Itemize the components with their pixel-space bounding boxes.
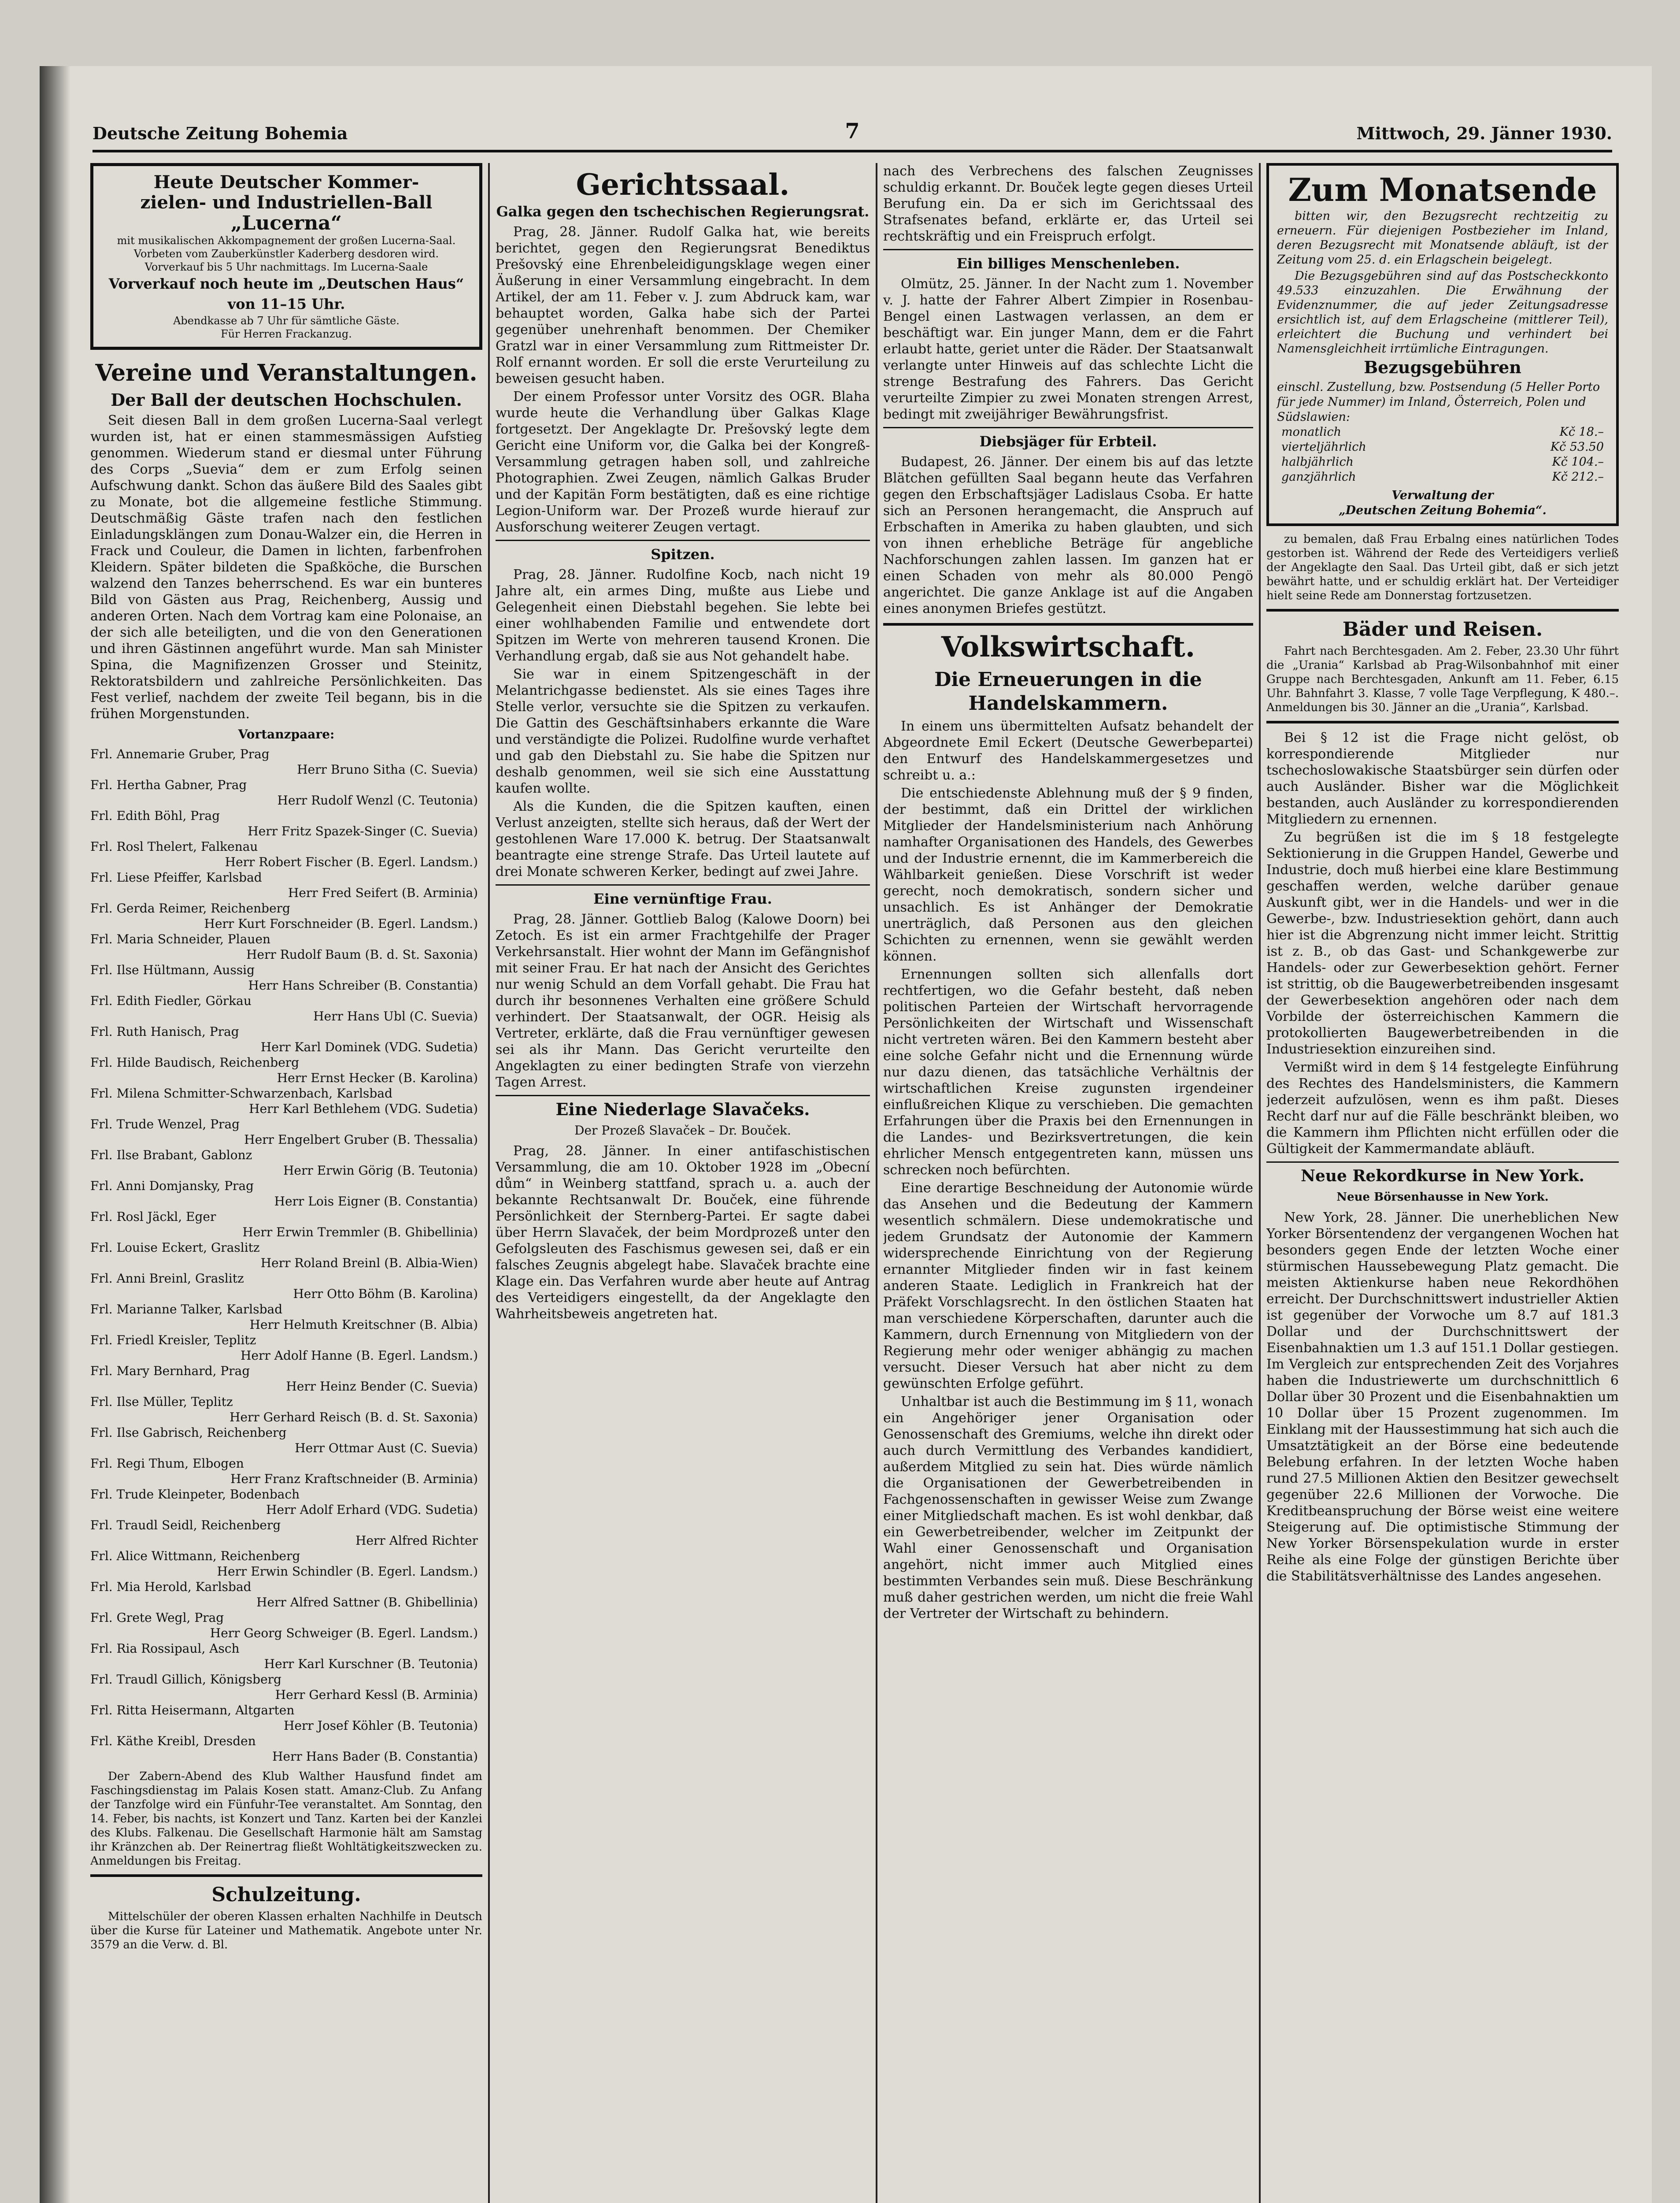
fee-label: ganzjährlich [1281, 470, 1356, 484]
column-rule [488, 163, 490, 2203]
divider [883, 623, 1253, 626]
fee-label: monatlich [1281, 425, 1341, 439]
fee-label: vierteljährlich [1281, 440, 1366, 454]
article-title: Ein billiges Menschenleben. [956, 255, 1180, 272]
article-title: Der Ball der deutschen Hochschulen. [111, 390, 462, 410]
pair-gentleman: Herr Roland Breinl (B. Albia-Wien) [260, 1256, 478, 1270]
fee-row [1277, 425, 1608, 440]
pair-gentleman: Herr Franz Kraftschneider (B. Arminia) [230, 1472, 478, 1486]
article-body: New York, 28. Jänner. Die unerheblichen New Yorker Börsentendenz der vergangenen Wochen hat besonders gegen Ende der letzten Woche einer stürmischen Haussebewegung Platz gemacht. Die meisten Aktienkurse haben neue Rekordhöhen erreicht. Der Durchschnittswert industrieller Aktien ist gegenüber der Vorwoche um 8.7 auf 181.3 Dollar und der Durchschnittswert der Eisenbahnaktien um 1.3 auf 151.1 Dollar gestiegen. Im Vergleich zur entsprechenden Zeit des Vorjahres haben die Industriewerte um durchschnittlich 6 Dollar über 30 Prozent und die Eisenbahnaktien um 10 Dollar über 15 Prozent zugenommen. Im Einklang mit der Haussestimmung hat sich auch die Umsatztätigkeit an der Börse eine bedeutende Belebung erfahren. In der letzten Woche haben rund 27.5 Millionen Aktien den Besitzer gewechselt gegenüber 22.6 Millionen der Vorwoche. Die Kreditbeanspruchung der Börse weist eine weitere Steigerung auf. Die optimistische Stimmung der New Yorker Börsenspekulation wurde in erster Reihe als eine Folge der günstigen Berichte über die Stabilitätsverhältnisse des Landes angesehen. [1266, 1210, 1619, 1584]
article-body: nach des Verbrechens des falschen Zeugnisses schuldig erkannt. Dr. Bouček legte gegen dieses Urteil Berufung ein. Da er sich im Gerichtssaal des Strafsenates befand, erklärte er, das Urteil sei rechtskräftig und ein Freispruch erfolgt. [883, 163, 1253, 244]
pair-lady: Frl. Liese Pfeiffer, Karlsbad [90, 870, 262, 885]
divider [883, 249, 1253, 250]
article-body: Der einem Professor unter Vorsitz des OGR. Blaha wurde heute die Verhandlung über Galkas Klage fortgesetzt. Der Angeklagte Dr. Prešovský legte dem Gericht eine Uniform vor, die Galka bei der Kongreß-Versammlung getragen haben soll, und zahlreiche Photographien. Zwei Zeugen, nämlich Galkas Bruder und der Kapitän Form bestätigten, daß es eine richtige Legion-Uniform war. Der Prozeß wurde hierauf zur Ausforschung weiterer Zeugen vertagt. [496, 389, 870, 535]
notice-title: Zum Monatsende [1288, 171, 1597, 208]
article-title: Diebsjäger für Erbteil. [979, 433, 1157, 450]
fee-footer: „Deutschen Zeitung Bohemia“. [1339, 504, 1547, 517]
subscription-notice [1266, 163, 1619, 526]
fee-title: Bezugsgebühren [1364, 357, 1521, 377]
pair-lady: Frl. Trude Kleinpeter, Bodenbach [90, 1487, 300, 1502]
pair-gentleman: Herr Robert Fischer (B. Egerl. Landsm.) [225, 855, 478, 869]
pair-gentleman: Herr Fritz Spazek-Singer (C. Suevia) [248, 824, 478, 838]
pair-gentleman: Herr Erwin Görig (B. Teutonia) [283, 1163, 478, 1178]
pair-lady: Frl. Ilse Brabant, Gablonz [90, 1148, 252, 1162]
article-title: Galka gegen den tschechischen Regierungsrat. [496, 203, 870, 220]
ad-line: Vorverkauf noch heute im „Deutschen Haus“ [108, 275, 464, 292]
pair-lady: Frl. Ilse Gabrisch, Reichenberg [90, 1425, 287, 1440]
dance-pair [90, 1456, 482, 1487]
fee-row [1277, 440, 1608, 455]
pair-lady: Frl. Gerda Reimer, Reichenberg [90, 901, 290, 916]
pair-lady: Frl. Ruth Hanisch, Prag [90, 1024, 239, 1039]
dance-pair [90, 1086, 482, 1116]
dance-pair [90, 746, 482, 777]
notice-body: Die Bezugsgebühren sind auf das Postscheckkonto 49.533 einzuzahlen. Die Erwähnung der Evidenznummer, die auf jeder Zeitungsadresse ersichtlich ist, auf dem Erlagscheine (mittlerer Teil), erleichtert die Buchung und verhindert bei Namensgleichheit irrtümliche Eintragungen. [1277, 269, 1608, 356]
pair-gentleman: Herr Rudolf Baum (B. d. St. Saxonia) [246, 947, 478, 962]
pair-lady: Frl. Hertha Gabner, Prag [90, 778, 247, 792]
pair-lady: Frl. Friedl Kreisler, Teplitz [90, 1333, 256, 1347]
pair-lady: Frl. Ria Rossipaul, Asch [90, 1641, 240, 1656]
pair-lady: Frl. Rosl Thelert, Falkenau [90, 839, 258, 854]
pair-gentleman: Herr Kurt Forschneider (B. Egerl. Landsm.) [204, 916, 478, 931]
pair-gentleman: Herr Karl Bethlehem (VDG. Sudetia) [249, 1102, 478, 1116]
pair-gentleman: Herr Alfred Richter [355, 1533, 478, 1548]
pair-gentleman: Herr Lois Eigner (B. Constantia) [274, 1194, 478, 1209]
dance-pair [90, 1733, 482, 1764]
newspaper-page [40, 66, 1652, 2203]
fee-value: Kč 53.50 [1550, 440, 1604, 454]
article-body: Olmütz, 25. Jänner. In der Nacht zum 1. November v. J. hatte der Fahrer Albert Zimpier in Rosenbau-Bengel einen Lastwagen verlassen, an dem er beschäftigt war. Ein junger Mann, dem er die Fahrt erlaubt hatte, geriet unter die Räder. Der Staatsanwalt verlangte unter Hinweis auf das schlechte Licht die strenge Bestrafung des Fahrers. Das Gericht verurteilte Zimpier zu zwei Monaten strengen Arrest, bedingt mit zweijähriger Bewährungsfrist. [883, 276, 1253, 422]
pair-gentleman: Herr Erwin Tremmler (B. Ghibellinia) [242, 1225, 478, 1239]
pair-lady: Frl. Alice Wittmann, Reichenberg [90, 1549, 300, 1563]
column-rule [876, 163, 877, 2203]
divider [496, 1095, 870, 1096]
article-title: Eine vernünftige Frau. [593, 890, 772, 907]
pair-lady: Frl. Traudl Gillich, Königsberg [90, 1672, 281, 1687]
pair-gentleman: Herr Hans Schreiber (B. Constantia) [248, 978, 478, 993]
pair-gentleman: Herr Karl Kurschner (B. Teutonia) [264, 1657, 478, 1671]
fee-table [1277, 380, 1608, 518]
page-header [93, 115, 1612, 152]
article-title: Die Erneuerungen in die Handelskammern. [934, 668, 1202, 715]
article-body: Eine derartige Beschneidung der Autonomie würde das Ansehen und die Bedeutung der Kammern wesentlich schmälern. Diese undemokratische und jedem Grundsatz der Autonomie der Kammern widersprechende Einrichtung von der Regierung ernannter Mitglieder finden wir in fast keinem anderen Staate. Lediglich in Frankreich hat der Präfekt Vorschlagsrecht. In den östlichen Staaten hat man verschiedene Körperschaften, darunter auch die Kammern, durch Ernennung von Mitgliedern von der Regierung mehr oder weniger abhängig zu machen versucht. Dieser Versuch hat aber nicht zu dem gewünschten Erfolge geführt. [883, 1180, 1253, 1391]
pair-lady: Frl. Mary Bernhard, Prag [90, 1364, 250, 1378]
pair-lady: Frl. Grete Wegl, Prag [90, 1610, 224, 1625]
article-body: Fahrt nach Berchtesgaden. Am 2. Feber, 23.30 Uhr führt die „Urania“ Karlsbad ab Prag-Wilsonbahnhof mit einer Gruppe nach Berchtesgaden, Ankunft am 11. Feber, 6.15 Uhr. Bahnfahrt 3. Klasse, 7 volle Tage Verpflegung, K 480.–. Anmeldungen bis 30. Jänner an die „Urania“, Karlsbad. [1266, 645, 1619, 714]
dance-pair [90, 931, 482, 962]
divider [90, 1874, 482, 1877]
article-body: Bei § 12 ist die Frage nicht gelöst, ob korrespondierende Mitglieder nur tschechoslowakische Staatsbürger sein dürfen oder auch Ausländer. Bisher war die Möglichkeit bestanden, auch Ausländer zu korrespondierenden Mitgliedern zu ernennen. [1266, 730, 1619, 827]
dance-pair [90, 993, 482, 1024]
dance-pair [90, 1147, 482, 1178]
pair-lady: Frl. Maria Schneider, Plauen [90, 932, 271, 946]
page-number: 7 [845, 119, 860, 144]
column-rule [1259, 163, 1261, 2203]
article-body: Ernennungen sollten sich allenfalls dort rechtfertigen, wo die Gefahr besteht, daß neben politischen Parteien der Wirtschaft hervorragende Persönlichkeiten der Wirtschaft und Wissenschaft nicht vertreten wären. Bei den Kammern besteht aber eine solche Gefahr nicht und die Ernennung würde nur dazu dienen, das tatsächliche Verhältnis der wirtschaftlichen Kreise zugunsten irgendeiner einflußreichen Klique zu verschieben. Die gemachten Erfahrungen über die Praxis bei den Ernennungen in die Landes- und Bezirksvertretungen, die kein ehrlicher Mensch entgegentreten kann, müssen uns schrecken noch befürchten. [883, 967, 1253, 1178]
divider [1266, 721, 1619, 723]
dance-pair [90, 1641, 482, 1672]
dance-pair [90, 1116, 482, 1147]
column-4 [1266, 163, 1619, 1586]
pair-gentleman: Herr Otto Böhm (B. Karolina) [293, 1287, 478, 1301]
pair-gentleman: Herr Adolf Erhard (VDG. Sudetia) [266, 1502, 478, 1517]
pair-gentleman: Herr Ernst Hecker (B. Karolina) [277, 1071, 478, 1085]
pair-lady: Frl. Käthe Kreibl, Dresden [90, 1734, 256, 1748]
pair-lady: Frl. Marianne Talker, Karlsbad [90, 1302, 283, 1317]
article-body: Prag, 28. Jänner. Rudolf Galka hat, wie bereits berichtet, gegen den Regierungsrat Benediktus Prešovský eine Ehrenbeleidigungsklage wegen einer Äußerung in einer Versammlung eingebracht. In dem Artikel, der am 11. Feber v. J. zum Abdruck kam, war behauptet worden, Galka habe sich der Partei gegenüber unehrenhaft benommen. Der Chemiker Gratzl war in einer Versammlung zum Rittmeister Dr. Rolf ernannt worden. Er soll die erste Verurteilung zu beweisen gesucht haben. [496, 224, 870, 386]
ad-line: Vorverkauf bis 5 Uhr nachmittags. Im Lucerna-Saale [144, 261, 428, 273]
pair-lady: Frl. Mia Herold, Karlsbad [90, 1580, 252, 1594]
dance-pair [90, 1394, 482, 1425]
pair-lady: Frl. Edith Fiedler, Görkau [90, 994, 252, 1008]
fee-label: halbjährlich [1281, 455, 1354, 469]
column-3 [883, 163, 1253, 1624]
fee-value: Kč 18.– [1559, 425, 1604, 439]
ad-line: Heute Deutscher Kommer- [153, 172, 419, 193]
article-subtitle: Der Prozeß Slavaček – Dr. Bouček. [574, 1123, 791, 1138]
pair-gentleman: Herr Hans Ubl (C. Suevia) [313, 1009, 478, 1024]
fee-row [1277, 470, 1608, 485]
issue-date: Mittwoch, 29. Jänner 1930. [1356, 123, 1612, 143]
article-body: Seit diesen Ball in dem großen Lucerna-Saal verlegt wurden ist, hat er einen stammesmässigen Aufstieg genommen. Wiederum stand er diesmal unter Führung des Corps „Suevia“ dem er zum Erfolg seinen Aufschwung dankt. Schon das äußere Bild des Saales gibt zu Monate, bot die allgemeine festliche Stimmung. Deutschmäßig Gäste trafen nach den festlichen Einladungsklängen zum Donau-Walzer ein, die Herren in Frack und Couleur, die Damen in lichten, farbenfrohen Kleidern. Später bildeten die Spaßköche, die Burschen walzend den Tanzes beherrschend. Es war ein bunteres Bild von Gästen aus Prag, Reichenberg, Aussig und anderen Orten. Nach dem Vortrag kam eine Polonaise, an der sich alle beteiligten, und die von den Generationen und ihren Gästinnen angeführt wurde. Man sah Minister Spina, die Magnifizenzen Grosser und Steinitz, Rektoratsbildern und zahlreiche Persönlichkeiten. Das Fest verlief, nachdem der zweite Teil begann, bis in die frühen Morgenstunden. [90, 413, 482, 722]
dance-pair [90, 1178, 482, 1209]
dance-pair [90, 1302, 482, 1332]
fee-value: Kč 212.– [1552, 470, 1604, 484]
dance-pair [90, 1517, 482, 1548]
article-body: Unhaltbar ist auch die Bestimmung im § 11, wonach ein Angehöriger jener Organisation oder Genossenschaft des Gremiums, welche ihn direkt oder auch durch Vermittlung des Verbandes kandidiert, außerdem Mitglied zu sein hat. Dies würde nämlich die Organisationen der Gewerbetreibenden in Fachgenossenschaften in gewisser Weise zum Zwange einer Mitgliedschaft machen. Es ist wohl denkbar, daß ein Gewerbetreibender, welcher im Zeitpunkt der Wahl einer Genossenschaft und Organisation angehört, nicht immer auch Mitglied eines bestimmten Verbandes sein muß. Diese Beschränkung muß daher gestrichen werden, um nicht die freie Wahl der Vertreter der Wirtschaft zu behindern. [883, 1394, 1253, 1621]
pair-gentleman: Herr Ottmar Aust (C. Suevia) [295, 1441, 478, 1455]
list-title: Vortanzpaare: [238, 727, 335, 742]
pair-gentleman: Herr Gerhard Kessl (B. Arminia) [275, 1687, 478, 1702]
divider [496, 884, 870, 886]
pair-gentleman: Herr Alfred Sattner (B. Ghibellinia) [256, 1595, 478, 1610]
dance-pair [90, 1610, 482, 1641]
pair-lady: Frl. Trude Wenzel, Prag [90, 1117, 240, 1131]
dance-pair [90, 839, 482, 870]
ad-line: Abendkasse ab 7 Uhr für sämtliche Gäste. [173, 315, 400, 327]
pair-lady: Frl. Traudl Seidl, Reichenberg [90, 1518, 281, 1532]
fee-value: Kč 104.– [1552, 455, 1604, 469]
section-title: Schulzeitung. [211, 1884, 361, 1906]
ad-line: Für Herren Frackanzug. [221, 328, 352, 340]
pair-lady: Frl. Louise Eckert, Graslitz [90, 1240, 260, 1255]
article-title: Eine Niederlage Slavačeks. [555, 1099, 810, 1119]
article-body: In einem uns übermittelten Aufsatz behandelt der Abgeordnete Emil Eckert (Deutsche Gewerbepartei) den Entwurf des Handelskammergesetzes und schreibt u. a.: [883, 719, 1253, 783]
dance-pair [90, 870, 482, 901]
column-2 [496, 163, 870, 1324]
section-title: Gerichtssaal. [576, 167, 790, 202]
article-body: Prag, 28. Jänner. Gottlieb Balog (Kalowe Doorn) bei Zetoch. Es ist ein armer Frachtgehilfe der Prager Verkehrsanstalt. Hier wohnt der Mann im Gefängnishof mit seiner Frau. Er hat nach der Ansicht des Gerichtes nur wenig Schuld an dem Vorfall gehabt. Die Frau hat durch ihr besonnenes Verhalten eine größere Schuld verhindert. Der Staatsanwalt, der OGR. Heisig als Vertreter, erklärte, daß die Frau vernünftiger gewesen sei als ihr Mann. Das Gericht verurteilte den Angeklagten zu einer bedingten Strafe von vierzehn Tagen Arrest. [496, 912, 870, 1090]
pair-lady: Frl. Anni Domjansky, Prag [90, 1179, 254, 1193]
fee-subtitle: einschl. Zustellung, bzw. Postsendung (5 Heller Porto für jede Nummer) im Inland, Österreich, Polen und Südslawien: [1277, 380, 1600, 424]
pair-lady: Frl. Ilse Müller, Teplitz [90, 1394, 233, 1409]
pair-lady: Frl. Milena Schmitter-Schwarzenbach, Karlsbad [90, 1086, 392, 1101]
dance-pair [90, 1209, 482, 1240]
dance-pair [90, 808, 482, 839]
dance-pair [90, 901, 482, 931]
dance-pair [90, 1363, 482, 1394]
pair-lady: Frl. Hilde Baudisch, Reichenberg [90, 1055, 300, 1070]
notice-body: bitten wir, den Bezugsrecht rechtzeitig zu erneuern. Für diejenigen Postbezieher im Inland, deren Bezugsrecht mit Monatsende abläuft, ist der Zeitung vom 25. d. ein Erlagschein beigelegt. [1277, 209, 1608, 267]
dance-pair [90, 1271, 482, 1302]
article-body: Prag, 28. Jänner. In einer antifaschistischen Versammlung, die am 10. Oktober 1928 im „Obecní dům“ in Weinberg stattfand, sprach u. a. auch der bekannte Rechtsanwalt Dr. Bouček, eine führende Persönlichkeit der Sternberg-Partei. Er sagte dabei über Herrn Slavaček, der beim Mordprozeß unter den Gefolgsleuten des Faschismus gewesen sei, daß er ein falsches Zeugnis abgelegt habe. Slavaček brachte eine Klage ein. Das Verfahren wurde aber heute auf Antrag des Verteidigers eingestellt, da der Angeklagte den Wahrheitsbeweis angetreten hat. [496, 1143, 870, 1322]
divider [496, 540, 870, 541]
dance-pair [90, 1240, 482, 1271]
dance-pairs-list [90, 727, 482, 1764]
dance-pair [90, 1055, 482, 1086]
fee-footer: Verwaltung der [1391, 489, 1494, 502]
pair-gentleman: Herr Georg Schweiger (B. Egerl. Landsm.) [210, 1626, 478, 1640]
article-title: Neue Rekordkurse in New York. [1301, 1167, 1584, 1185]
ad-line: mit musikalischen Akkompagnement der großen Lucerna-Saal. Vorbeten vom Zauberkünstler Kaderberg desdoren wird. [117, 234, 456, 260]
article-body: Sie war in einem Spitzengeschäft in der Melantrichgasse bedienstet. Als sie eines Tages ihre Stelle verlor, versuchte sie die Spitzen zu verkaufen. Die Gattin des Geschäftsinhabers erkannte die Ware und verständigte die Polizei. Rudolfine wurde verhaftet und gab den Diebstahl zu. Sie habe die Spitzen nur deshalb genommen, weil sie sich eine Ausstattung kaufen wollte. [496, 667, 870, 796]
pair-gentleman: Herr Josef Köhler (B. Teutonia) [284, 1718, 478, 1733]
pair-lady: Frl. Annemarie Gruber, Prag [90, 747, 270, 761]
pair-gentleman: Herr Engelbert Gruber (B. Thessalia) [244, 1132, 478, 1147]
pair-gentleman: Herr Bruno Sitha (C. Suevia) [297, 762, 478, 777]
pair-gentleman: Herr Heinz Bender (C. Suevia) [286, 1379, 478, 1394]
pair-gentleman: Herr Fred Seifert (B. Arminia) [288, 886, 478, 900]
pair-lady: Frl. Ritta Heisermann, Altgarten [90, 1703, 295, 1717]
dance-pair [90, 1579, 482, 1610]
divider [1266, 1161, 1619, 1163]
pair-lady: Frl. Anni Breinl, Graslitz [90, 1271, 244, 1286]
article-body: Als die Kunden, die die Spitzen kauften, einen Verlust anzeigten, stellte sich heraus, daß der Wert der gestohlenen Ware 17.000 K. betrug. Der Staatsanwalt beantragte eine strenge Strafe. Das Urteil lautete auf drei Monate schweren Kerker, bedingt auf zwei Jahre. [496, 799, 870, 879]
article-body: zu bemalen, daß Frau Erbalng eines natürlichen Todes gestorben ist. Während der Rede des Verteidigers verließ der Angeklagte den Saal. Das Urteil gibt, daß er sich jetzt bewährt hatte, und er schuldig erklärt hat. Der Verteidiger hielt seine Rede am Donnerstag fortzusetzen. [1266, 533, 1619, 602]
dance-pair [90, 1672, 482, 1702]
pair-lady: Frl. Edith Böhl, Prag [90, 809, 220, 823]
ad-line: zielen- und Industriellen-Ball [140, 192, 433, 213]
article-body: Budapest, 26. Jänner. Der einem bis auf das letzte Blätchen gefüllten Saal begann heute das Verfahren gegen den Erbschaftsjäger Ladislaus Csoba. Er hatte sich an Personen herangemacht, die Anspruch auf Erbschaften in Amerika zu haben glaubten, und sich von ihnen erhebliche Beträge für angebliche Nachforschungen zahlen lassen. Im ganzen hat er einen Schaden von mehr als 80.000 Pengö angerichtet. Die ganze Anklage ist auf die Angaben eines anonymen Briefes gestützt. [883, 454, 1253, 616]
fee-row [1277, 455, 1608, 470]
dance-pair [90, 777, 482, 808]
article-body: Vermißt wird in dem § 14 festgelegte Einführung des Rechtes des Handelsministers, die Kammern jederzeit aufzulösen, wenn es ihm paßt. Dieses Recht darf nur auf die Fälle beschränkt bleiben, wo die Kammern ihm Pflichten nicht erfüllen oder die Gültigkeit der Kammermandate abläuft. [1266, 1060, 1619, 1157]
dance-pair [90, 1487, 482, 1517]
article-body: Mittelschüler der oberen Klassen erhalten Nachhilfe in Deutsch über die Kurse für Lateiner und Mathematik. Angebote unter Nr. 3579 an die Verw. d. Bl. [90, 1910, 482, 1951]
section-title: Volkswirtschaft. [941, 630, 1195, 664]
article-body: Prag, 28. Jänner. Rudolfine Kocb, nach nicht 19 Jahre alt, ein armes Ding, mußte aus Liebe und Gelegenheit einen Diebstahl begehen. Sie lebte bei einer wohlhabenden Familie und entwendete dort Spitzen im Werte von mehreren tausend Kronen. Die Verhandlung ergab, daß sie aus Not gehandelt habe. [496, 567, 870, 664]
pair-lady: Frl. Regi Thum, Elbogen [90, 1456, 244, 1471]
column-1 [90, 163, 482, 1954]
article-body: Der Zabern-Abend des Klub Walther Hausfund findet am Faschingsdienstag im Palais Kosen statt. Amanz-Club. Zu Anfang der Tanzfolge wird ein Fünfuhr-Tee veranstaltet. Am Sonntag, den 14. Feber, bis nachts, ist Konzert und Tanz. Karten bei der Kanzlei des Klubs. Falkenau. Die Gesellschaft Harmonie hält am Samstag ihr Kränzchen ab. Der Reinertrag fließt Wohltätigkeitszwecken zu. Anmeldungen bis Freitag. [90, 1770, 482, 1868]
article-title: Spitzen. [651, 546, 715, 563]
pair-gentleman: Herr Adolf Hanne (B. Egerl. Landsm.) [241, 1348, 478, 1363]
pair-lady: Frl. Ilse Hültmann, Aussig [90, 963, 255, 977]
dance-pair [90, 1548, 482, 1579]
article-body: Die entschiedenste Ablehnung muß der § 9 finden, der bestimmt, daß ein Drittel der wirklichen Mitglieder der Handelsministerium nach Anhörung namhafter Organisationen des Handels, des Gewerbes und der Industrie ernennt, die im Kammerbereich die Wählbarkeit genießen. Diese Vorschrift ist weder gerecht, noch demokratisch, sondern sicher und unsachlich. Es ist Anhänger der Demokratie unerträglich, daß Personen aus den gleichen Schichten zu ernennen, wenn sie gewählt werden können. [883, 786, 1253, 964]
section-title: Vereine und Veranstaltungen. [95, 360, 477, 386]
pair-gentleman: Herr Rudolf Wenzl (C. Teutonia) [277, 793, 478, 808]
page-shadow [40, 66, 70, 2203]
article-body: Zu begrüßen ist die im § 18 festgelegte Sektionierung in die Gruppen Handel, Gewerbe und Industrie, doch muß hierbei eine klare Bestimmung geschaffen werden, welche darüber genaue Auskunft gibt, wer in die Handels- und wer in die Gewerbe-, bzw. Industriesektion gehört, dann auch hier ist die Abgrenzung nicht immer leicht. Strittig ist z. B., ob das Gast- und Schankgewerbe zur Handels- oder zur Gewerbesektion gehört. Ferner ist strittig, ob die Baugewerbetreibenden insgesamt der Gewerbesektion angehören oder nach dem Vorbilde der österreichischen Kammern die protokollierten Baugewerbetreibenden in die Industriesektion einzureihen sind. [1266, 830, 1619, 1057]
divider [883, 427, 1253, 428]
dance-pair [90, 1702, 482, 1733]
dance-pair [90, 1332, 482, 1363]
dance-pair [90, 1024, 482, 1055]
pair-gentleman: Herr Erwin Schindler (B. Egerl. Landsm.) [217, 1564, 478, 1579]
divider [1266, 609, 1619, 612]
pair-gentleman: Herr Gerhard Reisch (B. d. St. Saxonia) [229, 1410, 478, 1424]
dance-pair [90, 1425, 482, 1456]
pair-gentleman: Herr Hans Bader (B. Constantia) [272, 1749, 478, 1764]
pair-lady: Frl. Rosl Jäckl, Eger [90, 1209, 216, 1224]
pair-gentleman: Herr Helmuth Kreitschner (B. Albia) [249, 1317, 478, 1332]
dance-pair [90, 962, 482, 993]
ad-line: „Lucerna“ [230, 212, 342, 234]
pair-gentleman: Herr Karl Dominek (VDG. Sudetia) [260, 1040, 478, 1054]
section-title: Bäder und Reisen. [1342, 618, 1543, 641]
paper-name: Deutsche Zeitung Bohemia [93, 123, 348, 143]
ad-line: von 11–15 Uhr. [227, 296, 345, 312]
ball-advertisement [90, 163, 482, 350]
article-subtitle: Neue Börsenhausse in New York. [1336, 1191, 1549, 1204]
